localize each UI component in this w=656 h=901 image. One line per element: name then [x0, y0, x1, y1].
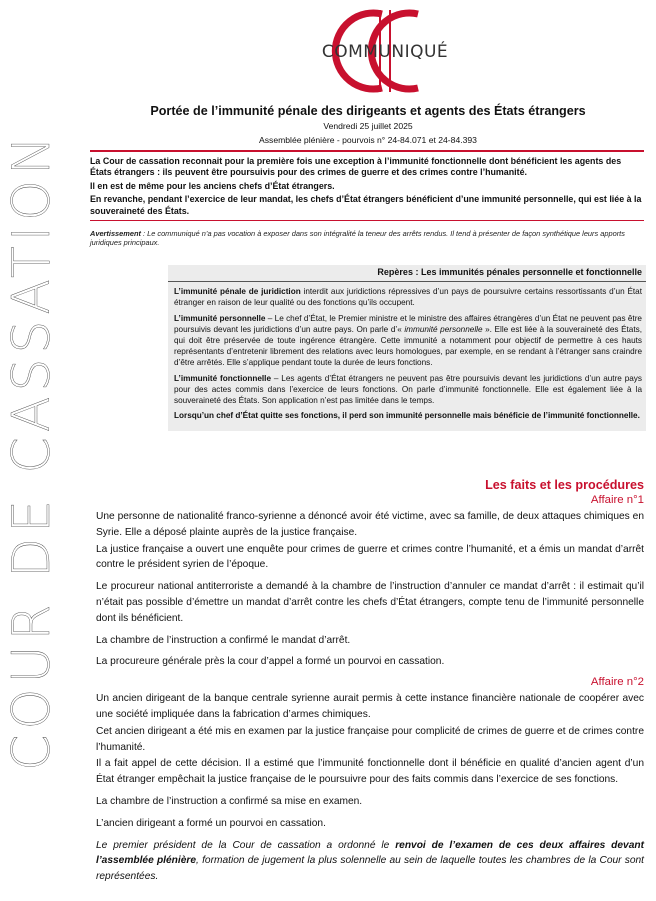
- body-paragraph: L’ancien dirigeant a formé un pourvoi en cassation.: [96, 817, 326, 829]
- body-paragraph: Un ancien dirigeant de la banque centrale syrienne aurait permis à cette instance financière nationale de coopérer avec une société impliquée dans la fabrication d’armes chimiques.: [96, 693, 644, 720]
- case-body: [96, 509, 644, 670]
- body-paragraph: La chambre de l’instruction a confirmé le mandat d’arrêt.: [96, 634, 351, 646]
- case-heading: Affaire n°2: [590, 676, 644, 689]
- facts-section: [96, 478, 644, 891]
- body-paragraph: La procureure générale près la cour d’appel a formé un pourvoi en cassation.: [96, 656, 445, 668]
- vertical-title-text: COUR DE CASSATION: [2, 130, 62, 771]
- communique-wordmark: COMMUNIQUÉ: [321, 42, 449, 62]
- body-paragraph: Cet ancien dirigeant a été mis en examen par la justice française pour complicité de crimes de guerre et de crimes contre l’humanité.: [96, 725, 644, 753]
- summary-paragraph: Il en est de même pour les anciens chefs d’État étrangers.: [90, 180, 335, 191]
- communique-logo: [300, 6, 470, 94]
- summary-box: [90, 150, 644, 221]
- body-paragraph: La chambre de l’instruction a confirmé sa mise en examen.: [96, 795, 363, 807]
- referral-paragraph: Le premier président de la Cour de cassation a ordonné le renvoi de l’examen de ces deux affaires devant l’assemblée plénière, formation de jugement la plus solennelle au sein de laquelle toutes les chambres de la Cour sont représentées.: [96, 839, 644, 883]
- disclaimer: [90, 229, 644, 248]
- reperes-box: [168, 265, 646, 431]
- reperes-paragraph: L’immunité fonctionnelle – Les agents d’État étrangers ne peuvent pas être poursuivis devant les juridictions d’un autre pays pour des actes commis dans l’exercice de leurs fonctions. On parle d’immunité fonctionnelle. Elle est également liée à la souveraineté des États. Son application n’est pas limitée dans le temps.: [174, 373, 642, 406]
- case-body: [96, 691, 644, 885]
- reperes-paragraph: L’immunité pénale de juridiction interdit aux juridictions répressives d’un pays de poursuivre certains ressortissants d’un État étranger en raison de leur qualité ou des fonctions qu’ils occupent.: [174, 287, 643, 308]
- reperes-paragraph: L’immunité personnelle – Le chef d’État, le Premier ministre et le ministre des affaires étrangères d’un État ne peuvent pas être poursuivis devant les juridictions d’un autre pays. On parle d’« immunité personnelle ». Elle est liée à la souveraineté des États, qui doit être préservée de toute ingérence étrangère. Cette immunité a notamment pour objectif de permettre à ces hauts représentants d’entretenir librement des relations avec leurs homologues, par exemple, en se rendant à l’étranger sans craindre d’être arrêtés. Elle s’applique pendant toute la durée de leurs fonctions.: [174, 313, 643, 368]
- body-paragraph: Il a fait appel de cette décision. Il a estimé que l’immunité fonctionnelle dont il bénéficie en qualité d’ancien agent d’un État étranger empêchait la justice française de le poursuivre pour des faits commis dans l’exercice de ses fonctions.: [96, 758, 644, 786]
- body-paragraph: Une personne de nationalité franco-syrienne a dénoncé avoir été victime, avec sa famille, de deux attaques chimiques en Syrie. Elle a déposé plainte auprès de la justice française.: [96, 511, 644, 538]
- disclaimer-label: Avertissement: [90, 229, 141, 238]
- case-reference: Assemblée plénière - pourvois n° 24-84.071 et 24-84.393: [259, 135, 477, 145]
- summary-divider: [90, 220, 644, 221]
- summary-paragraph: En revanche, pendant l’exercice de leur mandat, les chefs d’État étrangers bénéficient d’une immunité personnelle, qui est liée à la souveraineté des États.: [90, 194, 642, 216]
- body-paragraph: La justice française a ouvert une enquête pour crimes de guerre et crimes contre l’humanité, et a émis un mandat d’arrêt contre le président syrien de l’époque.: [96, 543, 644, 571]
- reperes-title: Repères : Les immunités pénales personnelle et fonctionnelle: [377, 267, 642, 277]
- document-header: [90, 104, 646, 146]
- release-date: Vendredi 25 juillet 2025: [323, 121, 413, 131]
- case-heading: Affaire n°1: [590, 494, 644, 506]
- page-title: Portée de l’immunité pénale des dirigeants et agents des États étrangers: [150, 104, 586, 118]
- summary-paragraph: La Cour de cassation reconnait pour la première fois une exception à l’immunité fonctionnelle dont bénéficient les agents des États étrangers : ils peuvent être poursuivis pour des crimes de guerre et des crimes contre l’humanité.: [90, 156, 622, 178]
- reperes-divider: [168, 281, 646, 282]
- reperes-paragraph: Lorsqu’un chef d’État quitte ses fonctions, il perd son immunité personnelle mais bénéficie de l’immunité fonctionnelle.: [174, 411, 640, 421]
- section-title: Les faits et les procédures: [485, 478, 644, 492]
- disclaimer-text: : Le communiqué n’a pas vocation à exposer dans son intégralité la teneur des arrêts rendus. Il tend à présenter de façon synthétique leurs apports juridiques principaux.: [90, 229, 625, 248]
- body-paragraph: Le procureur national antiterroriste a demandé à la chambre de l’instruction d’annuler ce mandat d’arrêt : il estimait qu’il n’était pas possible d’émettre un mandat d’arrêt contre les chefs d’État étrangers, compte tenu de l’immunité personnelle dont ils bénéficient.: [96, 581, 644, 624]
- vertical-institution-title: [2, 0, 62, 901]
